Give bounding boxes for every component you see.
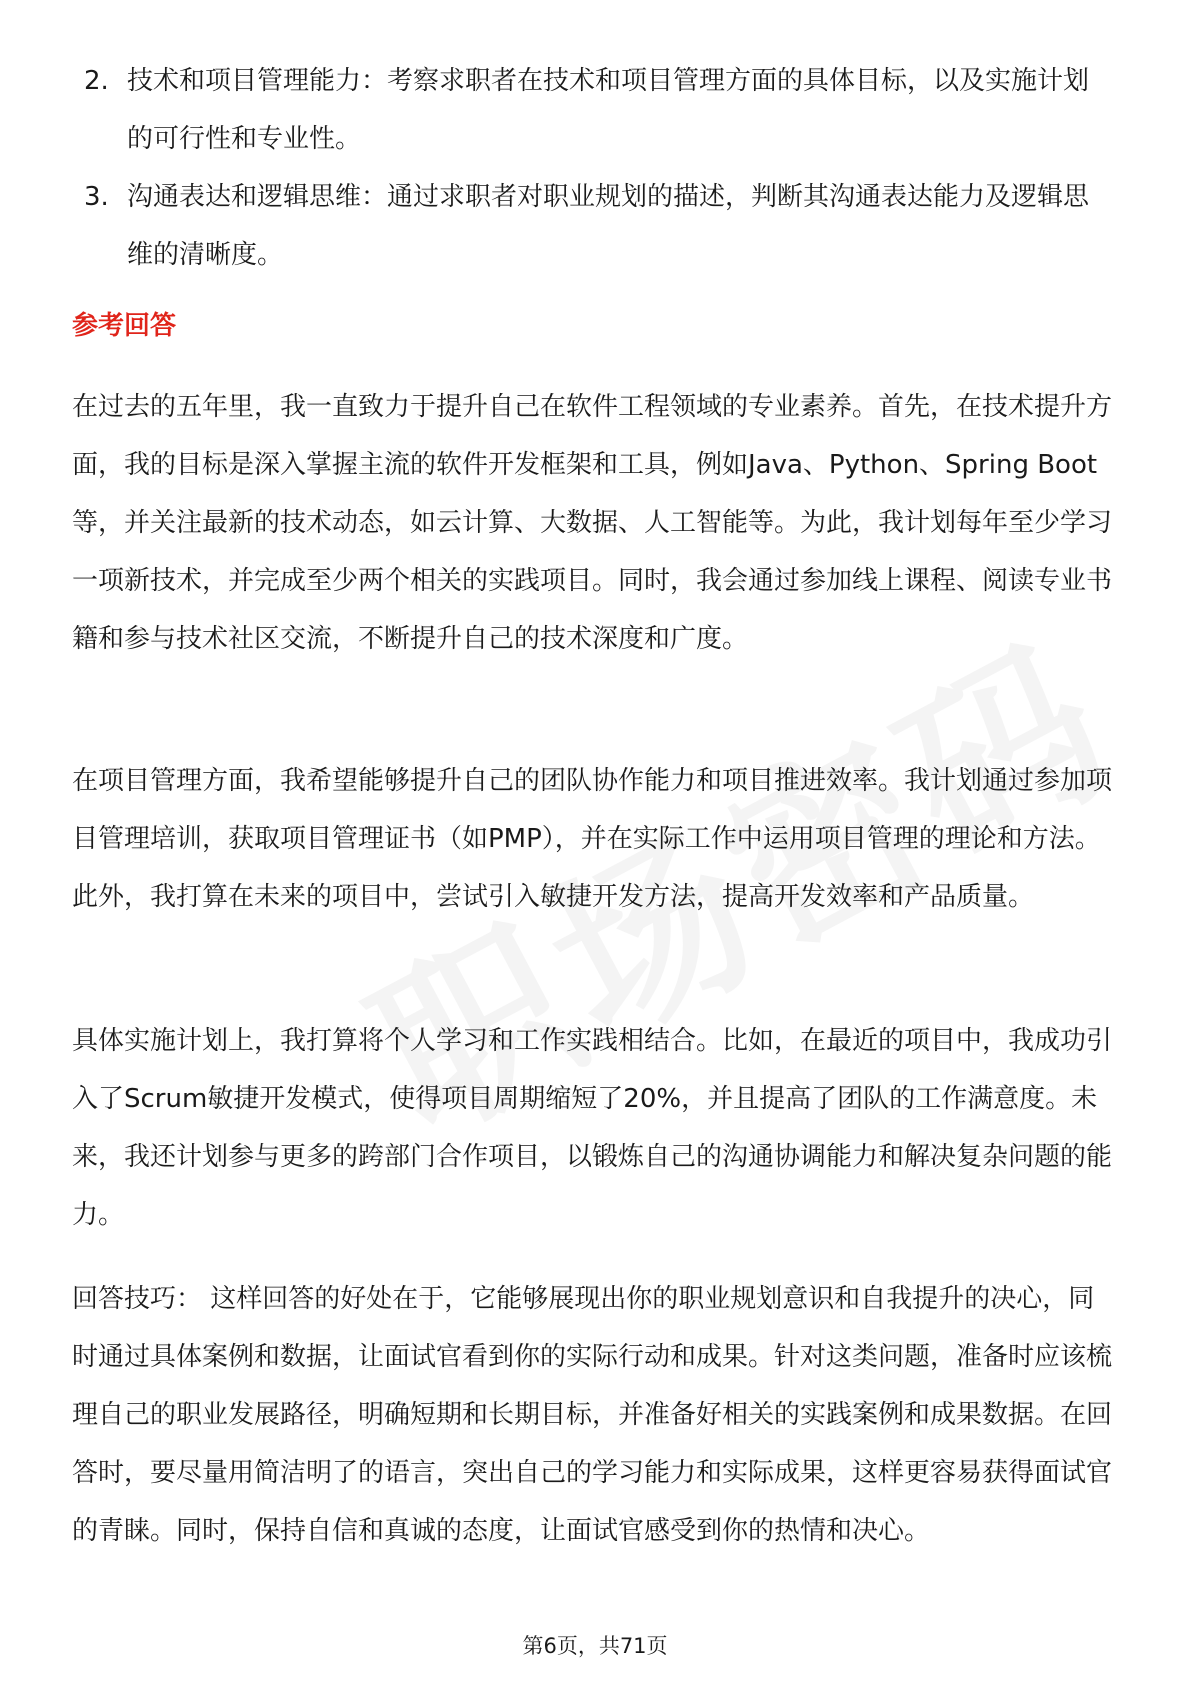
list-item — [84, 168, 1114, 284]
answer-paragraph: 在项目管理方面，我希望能够提升自己的团队协作能力和项目推进效率。我计划通过参加项目管理培训，获取项目管理证书（如PMP），并在实际工作中运用项目管理的理论和方法。此外，我打算在未来的项目中，尝试引入敏捷开发方法，提高开发效率和产品质量。 — [72, 766, 1113, 912]
section-heading: 参考回答 — [72, 311, 177, 341]
tips-paragraph: 回答技巧： 这样回答的好处在于，它能够展现出你的职业规划意识和自我提升的决心，同时通过具体案例和数据，让面试官看到你的实际行动和成果。针对这类问题，准备时应该梳理自己的职业发展路径，明确短期和长期目标，并准备好相关的实践案例和成果数据。在回答时，要尽量用简洁明了的语言，突出自己的学习能力和实际成果，这样更容易获得面试官的青睐。同时，保持自信和真诚的态度，让面试官感受到你的热情和决心。 — [72, 1284, 1113, 1546]
list-text: 技术和项目管理能力：考察求职者在技术和项目管理方面的具体目标，以及实施计划的可行性和专业性。 — [127, 66, 1090, 154]
list-text: 沟通表达和逻辑思维：通过求职者对职业规划的描述，判断其沟通表达能力及逻辑思维的清晰度。 — [127, 182, 1090, 270]
page-number-footer: 第6页，共71页 — [522, 1634, 668, 1658]
list-number: 3. — [84, 182, 109, 212]
answer-paragraph: 具体实施计划上，我打算将个人学习和工作实践相结合。比如，在最近的项目中，我成功引入了Scrum敏捷开发模式，使得项目周期缩短了20%，并且提高了团队的工作满意度。未来，我还计划参与更多的跨部门合作项目，以锻炼自己的沟通协调能力和解决复杂问题的能力。 — [72, 1026, 1113, 1230]
answer-paragraph: 在过去的五年里，我一直致力于提升自己在软件工程领域的专业素养。首先，在技术提升方面，我的目标是深入掌握主流的软件开发框架和工具，例如Java、Python、Spring Boot等，并关注最新的技术动态，如云计算、大数据、人工智能等。为此，我计划每年至少学习一项新技术，并完成至少两个相关的实践项目。同时，我会通过参加线上课程、阅读专业书籍和参与技术社区交流，不断提升自己的技术深度和广度。 — [72, 392, 1113, 654]
list-item — [84, 52, 1114, 168]
list-number: 2. — [84, 66, 109, 96]
numbered-list — [84, 52, 1114, 284]
